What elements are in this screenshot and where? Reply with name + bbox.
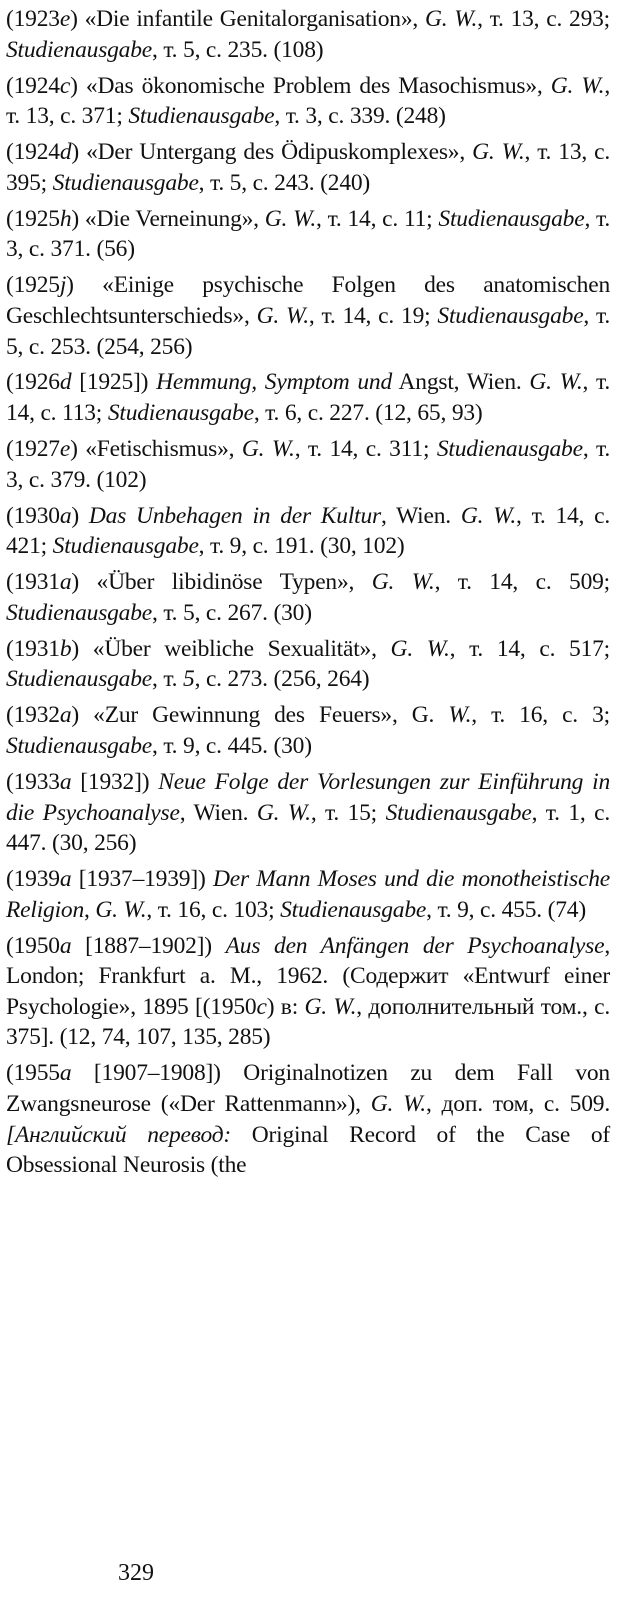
entry-text: , т. 14, с. 19; xyxy=(308,302,438,329)
italic-text: Studienausgabe xyxy=(437,302,584,329)
italic-text: Der Mann Moses und die monotheistische Religion xyxy=(6,866,610,923)
entry-text: , т. xyxy=(152,666,184,693)
entry-text: , Wien. xyxy=(381,502,461,529)
italic-text: G. W. xyxy=(460,502,517,529)
entry-text: (1925 xyxy=(6,205,60,232)
entry-text: , т. 5, с. 235. (108) xyxy=(152,36,324,63)
page-number: 329 xyxy=(118,1560,154,1586)
entry-text: ) «Die infantile Genitalorganisation», xyxy=(70,6,425,32)
entry-text: , т. 3, с. 339. (248) xyxy=(274,103,446,130)
bibliography-entry xyxy=(6,270,610,362)
italic-text: G. W. xyxy=(304,993,357,1020)
italic-text: Hemmung, Symptom und xyxy=(156,369,393,396)
entry-text: ) «Das ökonomische Problem des Masochismus», xyxy=(70,72,551,99)
entry-text: , т. 9, с. 191. (30, 102) xyxy=(198,533,405,560)
italic-text: a xyxy=(59,866,72,893)
entry-text: , т. 14, с. 421; xyxy=(6,502,611,560)
entry-text: , т. 3, с. 379. (102) xyxy=(6,436,611,493)
italic-text: Studienausgabe xyxy=(436,436,583,463)
entry-text: ) «Fetischismus», xyxy=(70,436,242,463)
italic-text: j xyxy=(59,272,67,299)
italic-text: a xyxy=(59,1060,72,1087)
entry-text: , т. 5, с. 253. (254, 256) xyxy=(6,302,611,360)
italic-text: Studienausgabe xyxy=(6,732,153,759)
italic-text: G. W. xyxy=(472,139,525,166)
italic-text: a xyxy=(59,932,72,959)
bibliography-entry xyxy=(6,137,610,198)
bibliography-list xyxy=(6,4,610,1186)
entry-text: (1924 xyxy=(6,139,60,166)
entry-text: [1937–1939]) xyxy=(71,866,213,893)
entry-text: , дополнительный том., с. 375]. (12, 74, 107, 135, 285) xyxy=(6,993,610,1051)
bibliography-entry xyxy=(6,700,610,761)
entry-text: ) «Der Untergang des Ödipuskomplexes», xyxy=(71,139,473,166)
italic-text: G. W. xyxy=(529,369,583,396)
bibliography-entry xyxy=(6,634,610,695)
entry-text: , т. 14, с. 311; xyxy=(294,436,437,463)
italic-text: d xyxy=(59,139,72,166)
italic-text: Das Unbehagen in der Kultur xyxy=(88,502,381,529)
entry-text: (1931 xyxy=(6,569,60,596)
entry-text: ) «Über libidinöse Typen», xyxy=(71,569,372,596)
bibliography-entry xyxy=(6,864,610,925)
bibliography-entry xyxy=(6,71,610,132)
italic-text: a xyxy=(59,768,72,795)
entry-text: ) «Zur Gewinnung des Feuers», G. xyxy=(71,702,449,729)
entry-text: , т. 14, с. 113; xyxy=(6,369,611,427)
entry-text: (1930 xyxy=(6,502,60,529)
entry-text: (1931 xyxy=(6,635,60,662)
italic-text: Studienausgabe xyxy=(6,666,153,693)
entry-text: ) xyxy=(71,502,89,529)
italic-text: a xyxy=(59,569,72,596)
entry-text: , т. 16, с. 3; xyxy=(471,702,610,729)
entry-text: , т. 5, с. 267. (30) xyxy=(152,599,312,626)
entry-text: Angst, Wien. xyxy=(392,369,530,396)
entry-text: , доп. том, с. 509. xyxy=(425,1091,610,1118)
entry-text: , т. 13, с. 395; xyxy=(6,139,610,196)
italic-text: b xyxy=(59,635,72,662)
entry-text: , т. 1, с. 447. (30, 256) xyxy=(6,799,611,857)
entry-text: , т. 5, с. 243. (240) xyxy=(198,169,371,196)
italic-text: c xyxy=(256,993,267,1020)
entry-text: [1907–1908]) Originalnotizen zu dem Fall von Zwangsneurose («Der Rattenmann»), xyxy=(6,1060,610,1118)
entry-text: [1925]) xyxy=(71,369,157,396)
bibliography-entry xyxy=(6,767,610,859)
italic-text: G. W. xyxy=(264,205,316,232)
entry-text: , xyxy=(84,896,96,923)
entry-text: ) «Einige psychische Folgen des anatomischen Geschlechtsunterschieds», xyxy=(6,272,610,329)
italic-text: Neue Folge der Vorlesungen zur Einführung in die Psychoanalyse xyxy=(6,768,610,826)
italic-text: Studienausgabe xyxy=(52,169,199,196)
bibliography-entry xyxy=(6,434,610,495)
entry-text: , т. 13, с. 293; xyxy=(477,6,611,32)
entry-text: (1950 xyxy=(6,932,60,959)
entry-text: [1887–1902]) xyxy=(71,932,226,959)
italic-text: Studienausgabe xyxy=(385,799,532,826)
italic-text: W. xyxy=(448,702,472,729)
entry-text: , т. 15; xyxy=(310,799,386,826)
italic-text: [Английский перевод: xyxy=(6,1121,232,1148)
entry-text: , т. 9, с. 455. (74) xyxy=(426,896,586,923)
italic-text: e xyxy=(59,436,71,463)
italic-text: a xyxy=(59,702,72,729)
italic-text: G. W. xyxy=(241,436,295,463)
entry-text: (1932 xyxy=(6,702,60,729)
italic-text: c xyxy=(59,72,71,99)
italic-text: Studienausgabe xyxy=(107,400,254,427)
entry-text: , т. 6, с. 227. (12, 65, 93) xyxy=(253,400,483,427)
italic-text: e xyxy=(59,6,71,32)
italic-text: G. W. xyxy=(371,569,435,596)
entry-text: (1955 xyxy=(6,1060,60,1087)
entry-text: , т. 13, с. 371; xyxy=(6,72,610,130)
entry-text: Original Record of the Case of Obsessional Neurosis (the xyxy=(6,1121,610,1179)
italic-text: G. W. xyxy=(550,72,605,99)
entry-text: (1923 xyxy=(6,6,60,32)
italic-text: Studienausgabe xyxy=(52,533,199,560)
entry-text: , т. 14, с. 509; xyxy=(434,569,611,596)
italic-text: Aus den Anfängen der Psychoanalyse xyxy=(225,932,605,959)
italic-text: Studienausgabe xyxy=(280,896,427,923)
italic-text: Studienausgabe xyxy=(6,599,153,626)
italic-text: h xyxy=(59,205,72,232)
italic-text: G. W. xyxy=(256,799,311,826)
italic-text: a xyxy=(59,502,72,529)
bibliography-entry xyxy=(6,4,610,65)
entry-text: (1939 xyxy=(6,866,60,893)
entry-text: (1925 xyxy=(6,272,60,299)
entry-text: , Wien. xyxy=(179,799,257,826)
entry-text: , London; Frankfurt a. M., 1962. (Содержит «Entwurf einer Psychologie», 1895 [(1950 xyxy=(6,932,610,1020)
bibliography-entry xyxy=(6,204,610,265)
entry-text: (1926 xyxy=(6,369,60,396)
entry-text: [1932]) xyxy=(71,768,159,795)
bibliography-entry xyxy=(6,367,610,428)
italic-text: G. W. xyxy=(424,6,478,32)
entry-text: , т. 14, с. 11; xyxy=(316,205,439,232)
bibliography-entry xyxy=(6,567,610,628)
bibliography-entry xyxy=(6,1058,610,1180)
entry-text: (1924 xyxy=(6,72,60,99)
entry-text: , т. 3, с. 371. (56) xyxy=(6,205,610,263)
italic-text: G. W. xyxy=(256,302,309,329)
italic-text: 5 xyxy=(183,666,195,693)
entry-text: ) в: xyxy=(266,993,305,1020)
italic-text: G. W. xyxy=(370,1091,426,1118)
italic-text: d xyxy=(59,369,72,396)
italic-text: Studienausgabe xyxy=(128,103,275,130)
entry-text: (1927 xyxy=(6,436,60,463)
italic-text: G. W. xyxy=(390,635,450,662)
bibliography-entry xyxy=(6,501,610,562)
entry-text: , т. 14, с. 517; xyxy=(449,635,611,662)
italic-text: G. W. xyxy=(95,896,147,923)
italic-text: Studienausgabe xyxy=(438,205,585,232)
entry-text: , т. 16, с. 103; xyxy=(146,896,281,923)
entry-text: ) «Über weibliche Sexualität», xyxy=(71,635,391,662)
entry-text: (1933 xyxy=(6,768,60,795)
italic-text: Studienausgabe xyxy=(6,36,153,63)
bibliography-entry xyxy=(6,931,610,1053)
entry-text: , с. 273. (256, 264) xyxy=(194,666,370,693)
entry-text: , т. 9, с. 445. (30) xyxy=(152,732,312,759)
entry-text: ) «Die Verneinung», xyxy=(71,205,265,232)
